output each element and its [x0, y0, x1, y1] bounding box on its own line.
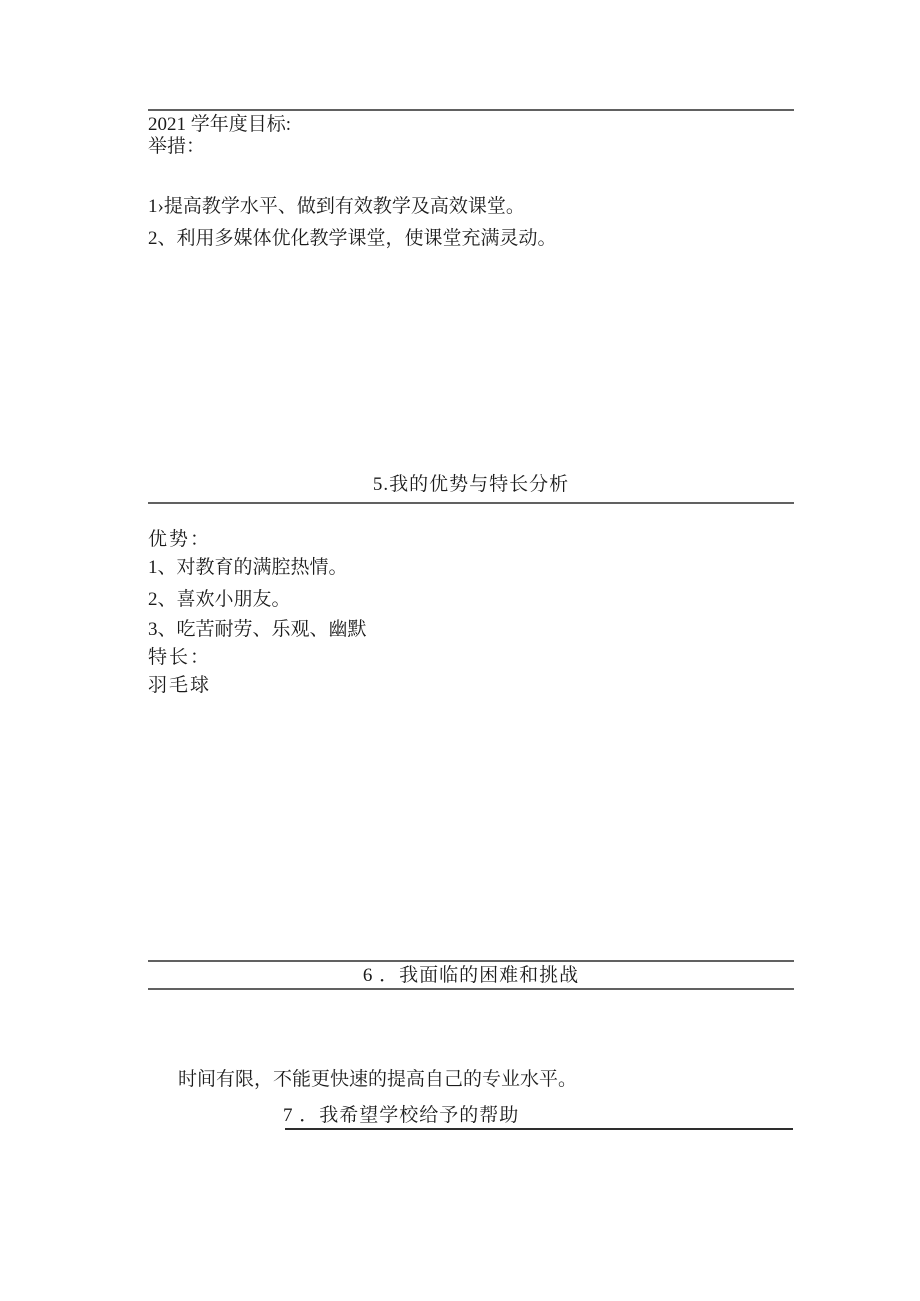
- horizontal-rule-section-6-top: [148, 960, 794, 962]
- horizontal-rule-section-7: [285, 1128, 793, 1130]
- strength-item-1: 1、对教育的满腔热情。: [148, 557, 348, 578]
- strength-item-3: 3、吃苦耐劳、乐观、幽默: [148, 619, 367, 640]
- strength-item-2: 2、喜欢小朋友。: [148, 589, 291, 610]
- horizontal-rule-section-6-bottom: [148, 988, 794, 990]
- specialty-value: 羽毛球: [148, 675, 212, 696]
- horizontal-rule-top: [148, 109, 794, 111]
- goal-year-line: 2021 学年度目标:: [148, 114, 292, 135]
- section-7-heading: 7 ．我希望学校给予的帮助: [283, 1105, 520, 1126]
- measure-item-2: 2、利用多媒体优化教学课堂，使课堂充满灵动。: [148, 228, 557, 249]
- section-6-heading: 6 ．我面临的困难和挑战: [362, 965, 580, 986]
- measure-item-1: 1›提高教学水平、做到有效教学及高效课堂。: [148, 196, 525, 217]
- section-6-body: 时间有限，不能更快速的提高自己的专业水平。: [178, 1069, 578, 1090]
- measures-label: 举措：: [148, 136, 206, 157]
- specialty-label: 特长：: [148, 647, 212, 668]
- horizontal-rule-section-5: [148, 502, 794, 504]
- section-5-heading: 5.我的优势与特长分析: [372, 474, 570, 495]
- strengths-label: 优势：: [148, 529, 212, 550]
